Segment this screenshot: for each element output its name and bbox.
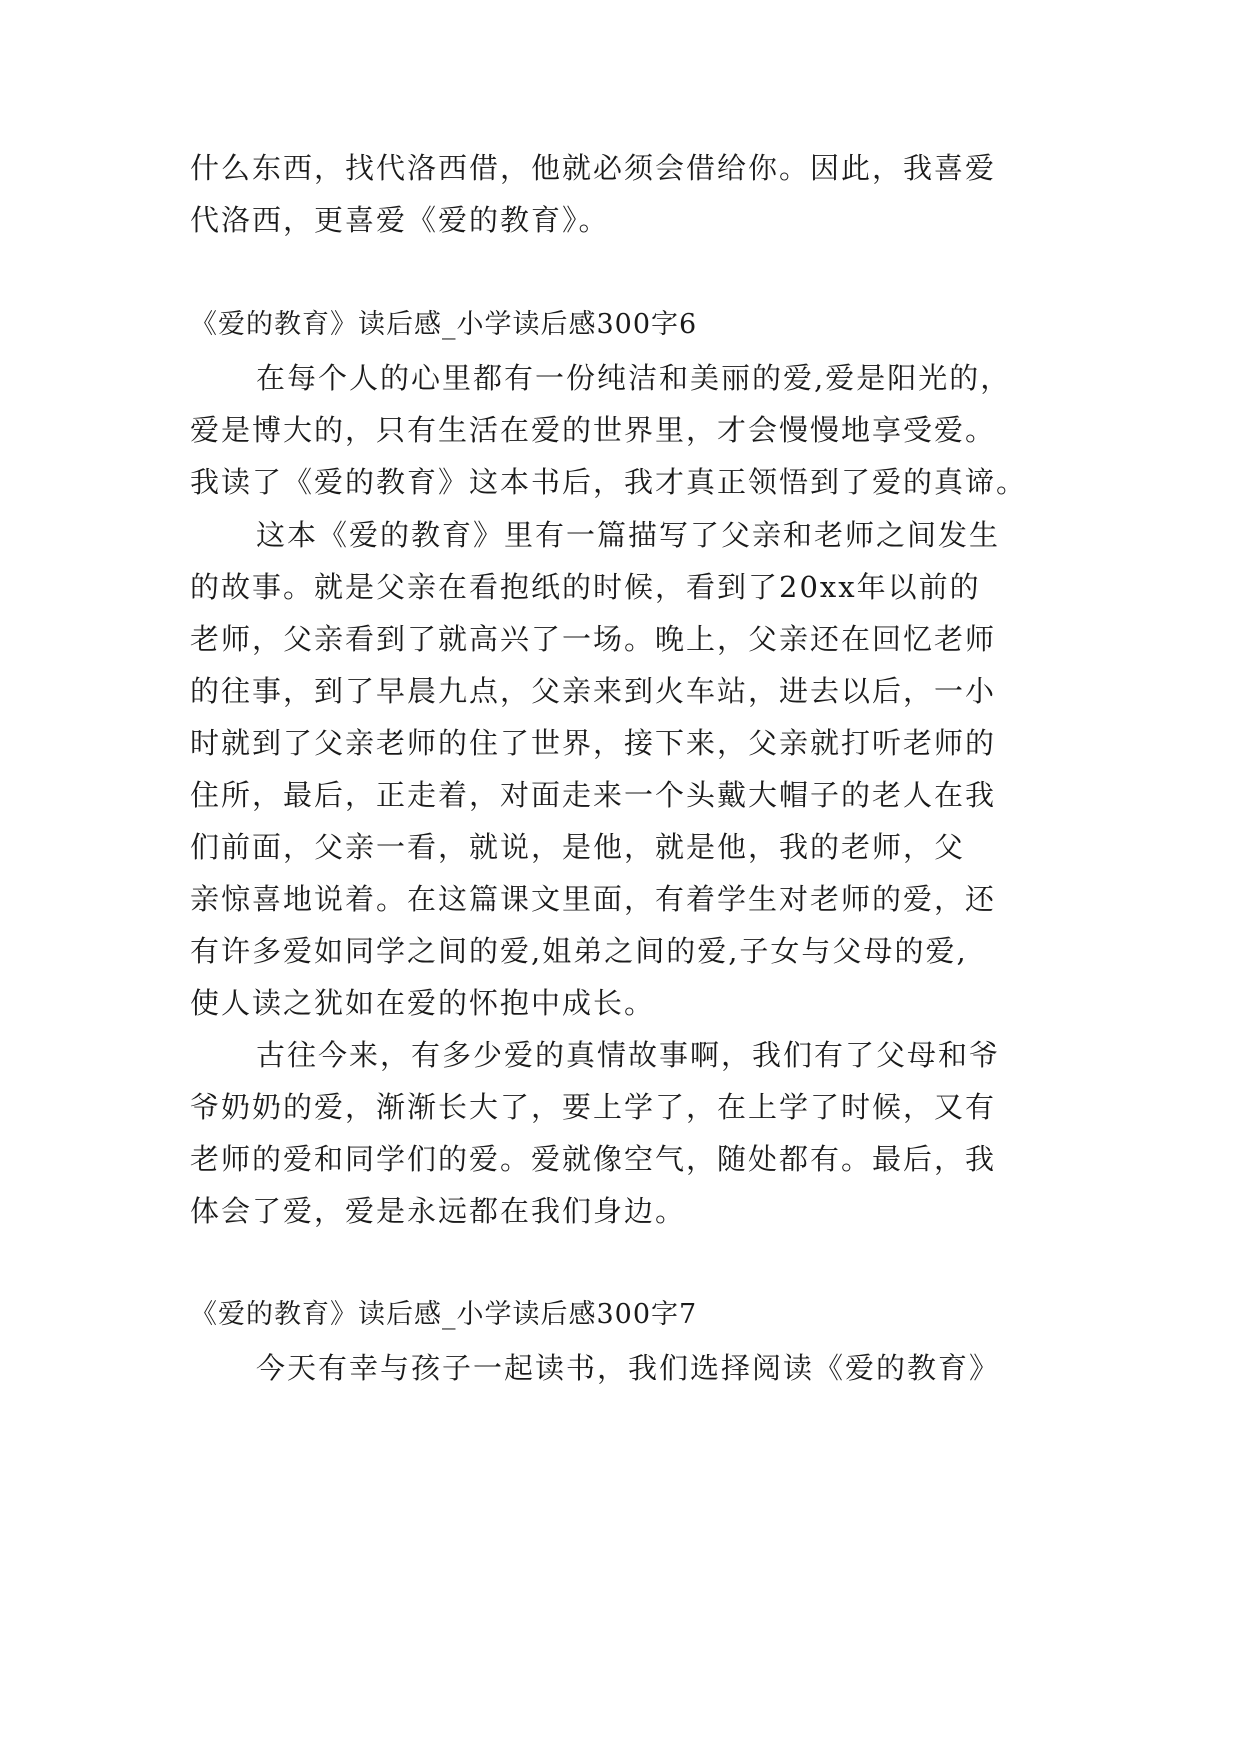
paragraph-line: 今天有幸与孩子一起读书，我们选择阅读《爱的教育》	[256, 1351, 1001, 1385]
paragraph-line: 的故事。就是父亲在看抱纸的时候，看到了20xx年以前的	[190, 570, 981, 604]
paragraph-line: 爱是博大的，只有生活在爱的世界里，才会慢慢地享受爱。	[190, 413, 997, 447]
body-text-line: 什么东西，找代洛西借，他就必须会借给你。因此，我喜爱	[190, 151, 997, 185]
paragraph-line: 体会了爱，爱是永远都在我们身边。	[190, 1194, 687, 1228]
paragraph-line: 老师的爱和同学们的爱。爱就像空气，随处都有。最后，我	[190, 1142, 997, 1176]
paragraph-line: 有许多爱如同学之间的爱,姐弟之间的爱,子女与父母的爱,	[190, 934, 968, 968]
section-heading-7: 《爱的教育》读后感_小学读后感300字7	[190, 1299, 698, 1330]
paragraph-line: 亲惊喜地说着。在这篇课文里面，有着学生对老师的爱，还	[190, 882, 997, 916]
paragraph-line: 时就到了父亲老师的住了世界，接下来，父亲就打听老师的	[190, 726, 997, 760]
paragraph-line: 这本《爱的教育》里有一篇描写了父亲和老师之间发生	[256, 518, 1001, 552]
section-heading-6: 《爱的教育》读后感_小学读后感300字6	[190, 309, 698, 340]
paragraph-line: 在每个人的心里都有一份纯洁和美丽的爱,爱是阳光的，	[256, 361, 1012, 395]
paragraph-line: 爷奶奶的爱，渐渐长大了，要上学了，在上学了时候，又有	[190, 1090, 997, 1124]
body-text-line: 代洛西，更喜爱《爱的教育》。	[190, 203, 610, 237]
paragraph-line: 们前面，父亲一看，就说，是他，就是他，我的老师，父	[190, 830, 966, 864]
paragraph-line: 古往今来，有多少爱的真情故事啊，我们有了父母和爷	[256, 1038, 1001, 1072]
paragraph-line: 的往事，到了早晨九点，父亲来到火车站，进去以后，一小	[190, 674, 997, 708]
paragraph-line: 我读了《爱的教育》这本书后，我才真正领悟到了爱的真谛。	[190, 465, 1028, 499]
paragraph-line: 使人读之犹如在爱的怀抱中成长。	[190, 986, 656, 1020]
paragraph-line: 老师，父亲看到了就高兴了一场。晚上，父亲还在回忆老师	[190, 622, 997, 656]
paragraph-line: 住所，最后，正走着，对面走来一个头戴大帽子的老人在我	[190, 778, 997, 812]
